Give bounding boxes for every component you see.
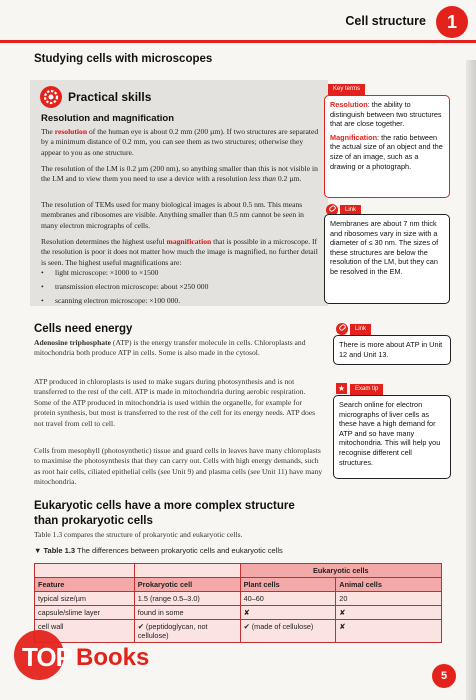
table-row [35,592,442,606]
table-cell: capsule/slime layer [35,606,135,620]
table-cell: ✘ [240,606,336,620]
eukaryotic-heading-line2: than prokaryotic cells [34,515,153,527]
table-cell: ✘ [336,620,442,643]
link-box: Membranes are about 7 nm thick and ribosomes vary in size with a diameter of ≤ 30 nm. The sizes of these structures are below the resolution of the LM, but they can be resolved in the EM. [324,214,450,304]
practical-skills-title: Practical skills [68,90,152,104]
energy-paragraph-2: ATP produced in chloroplasts is used to make sugars during photosynthesis and is not transferred to the rest of the cell. ATP is made in mitochondria during aerobic respiration. Some of the ATP produced in mitochondria is used within the organelle, for example for protein synthesis, but most is transferred to the rest of the cell for its energy needs. ATP does not travel from cell to cell. [34,377,316,428]
table-cell: found in some [134,606,240,620]
practical-paragraph-1: The resolution of the human eye is about 0.2 mm (200 µm). If two structures are separated by a minimum distance of 0.2 mm, you can see them as two structures; otherwise they appear to you as one structure. [41,127,319,157]
practical-paragraph-2: The resolution of the LM is 0.2 µm (200 nm), so anything smaller than this is not visible in the LM and to view them you need to use a device with a resolution less than 0.2 µm. [41,164,318,184]
exam-tip-box: Search online for electron micrographs of liver cells as these have a high demand for ATP and so have many mitochondria. This will help you recognise different cell structures. [333,395,451,479]
list-item: • scanning electron microscope: ×100 000. [41,296,181,305]
table-cell: cell wall [35,620,135,643]
eukaryotic-intro: Table 1.3 compares the structure of prokaryotic and eukaryotic cells. [34,530,243,539]
chapter-title: Cell structure [345,14,426,28]
list-item: • transmission electron microscope: about ×250 000 [41,282,209,291]
topbooks-watermark-logo: TOP Books [14,628,164,692]
table-cell: ✔ (peptidoglycan, not cellulose) [134,620,240,643]
table-group-header: Eukaryotic cells [240,564,441,578]
table-header: Animal cells [336,578,442,592]
table-header-row [35,578,442,592]
energy-paragraph-1: Adenosine triphosphate (ATP) is the energy transfer molecule in cells. Chloroplasts and mitochondria both produce ATP in cells. Some is also made in the cytosol. [34,338,306,358]
chapter-number-badge: 1 [436,6,468,38]
header-rule [0,40,476,43]
practical-subtitle: Resolution and magnification [41,113,175,124]
table-header: Plant cells [240,578,336,592]
table-header: Feature [35,578,135,592]
star-icon: ★ [337,384,346,393]
practical-paragraph-3: The resolution of TEMs used for many biological images is about 0.5 nm. This means membranes and ribosomes are visible. Anything smaller than 0.5 nm cannot be seen in many electron micrographs of cells. [41,200,304,230]
list-item: • light microscope: ×1000 to ×1500 [41,268,159,277]
table-cell: 20 [336,592,442,606]
table-row [35,606,442,620]
link-icon [336,323,348,335]
table-caption: ▼ Table 1.3 The differences between prokaryotic cells and eukaryotic cells [34,546,283,555]
table-cell: typical size/µm [35,592,135,606]
eukaryotic-heading-line1: Eukaryotic cells have a more complex structure [34,500,295,512]
link-tag: Link [350,324,371,335]
resolution-term: resolution [54,127,88,136]
table-header: Prokaryotic cell [134,578,240,592]
key-terms-tag: Key terms [328,84,365,95]
magnification-term: magnification [166,237,212,246]
key-terms-box: Resolution: the ability to distinguish between two structures that are close together. Magnification: the ratio between the actual size of an object and the size of an image, such as a drawing or a photograph. [324,95,450,198]
practical-gear-icon [40,86,62,108]
page-edge [466,60,476,700]
practical-paragraph-4: Resolution determines the highest useful magnification that is possible in a microscope. If the resolution is poor it does not matter how much the image is magnified, no further detail is seen. The highest useful magnifications are: [41,237,318,267]
table-cell: 40–60 [240,592,336,606]
table-cell: 1.5 (range 0.5–3.0) [134,592,240,606]
energy-paragraph-3: Cells from mesophyll (photosynthetic) tissue and guard cells in leaves have many chloroplasts to maximise the photosynthesis that they can carry out. Cells with high energy demands, such as root hair cells, ciliated epithelial cells (see Unit 9) and plasma cells (see Unit 11) have many mitochondria. [34,446,323,487]
exam-tip-tag: Exam tip [350,384,383,395]
link-tag: Link [340,205,361,216]
link-box-atp: There is more about ATP in Unit 12 and Unit 13. [333,335,451,365]
section-title: Studying cells with microscopes [34,53,213,65]
table-cell: ✘ [336,606,442,620]
table-corner [35,564,135,578]
table-cell: ✔ (made of cellulose) [240,620,336,643]
energy-heading: Cells need energy [34,323,133,335]
page-number: 5 [432,664,456,688]
